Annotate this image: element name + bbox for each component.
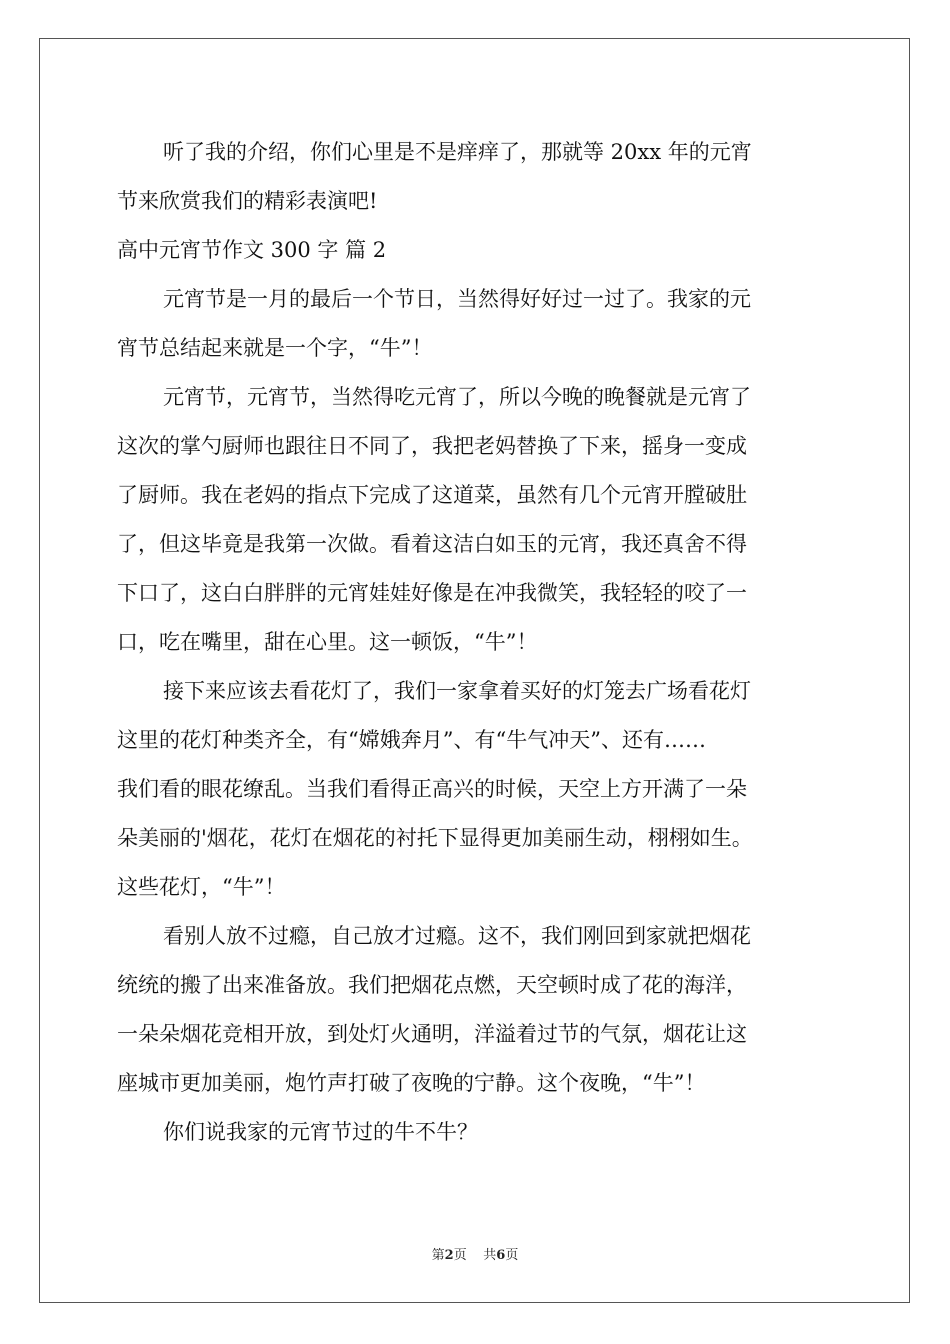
page-current: 2: [444, 1248, 454, 1263]
page-total: 6: [496, 1248, 506, 1263]
text-line: 这些花灯，“牛”！: [117, 875, 286, 899]
text-line: 宵节总结起来就是一个字，“牛”！: [117, 336, 433, 360]
text-line: 元宵节，元宵节，当然得吃元宵了，所以今晚的晚餐就是元宵了: [163, 385, 751, 409]
text-line: 听了我的介绍，你们心里是不是痒痒了，那就等 20xx 年的元宵: [163, 140, 752, 164]
text-line: 统统的搬了出来准备放。我们把烟花点燃，天空顿时成了花的海洋，: [117, 973, 747, 997]
text-line: 下口了，这白白胖胖的元宵娃娃好像是在冲我微笑，我轻轻的咬了一: [117, 581, 747, 605]
text-line: 这次的掌勺厨师也跟往日不同了，我把老妈替换了下来，摇身一变成: [117, 434, 747, 458]
text-line: 我们看的眼花缭乱。当我们看得正高兴的时候，天空上方开满了一朵: [117, 777, 747, 801]
text-line: 了，但这毕竟是我第一次做。看着这洁白如玉的元宵，我还真舍不得: [117, 532, 747, 556]
section-heading: 高中元宵节作文 300 字 篇 2: [117, 238, 387, 262]
text-line: 接下来应该去看花灯了，我们一家拿着买好的灯笼去广场看花灯: [163, 679, 751, 703]
text-line: 朵美丽的'烟花，花灯在烟花的衬托下显得更加美丽生动，栩栩如生。: [117, 826, 753, 850]
text-line: 你们说我家的元宵节过的牛不牛？: [163, 1120, 478, 1144]
text-line: 一朵朵烟花竞相开放，到处灯火通明，洋溢着过节的气氛，烟花让这: [117, 1022, 747, 1046]
total-prefix: 共: [483, 1248, 497, 1263]
text-line: 座城市更加美丽，炮竹声打破了夜晚的宁静。这个夜晚，“牛”！: [117, 1071, 706, 1095]
text-line: 元宵节是一月的最后一个节日，当然得好好过一过了。我家的元: [163, 287, 751, 311]
page-label: 页: [453, 1248, 467, 1263]
text-line: 看别人放不过瘾，自己放才过瘾。这不，我们刚回到家就把烟花: [163, 924, 751, 948]
text-line: 口，吃在嘴里，甜在心里。这一顿饭，“牛”！: [117, 630, 538, 654]
text-line: 了厨师。我在老妈的指点下完成了这道菜，虽然有几个元宵开膛破肚: [117, 483, 747, 507]
document-body: [117, 128, 842, 1157]
text-line: 这里的花灯种类齐全，有“嫦娥奔月”、有“牛气冲天”、还有……: [117, 728, 706, 752]
total-label: 页: [505, 1248, 519, 1263]
text-line: 节来欣赏我们的精彩表演吧!: [117, 189, 378, 213]
page-footer: [0, 1246, 950, 1266]
page-prefix: 第: [431, 1248, 445, 1263]
